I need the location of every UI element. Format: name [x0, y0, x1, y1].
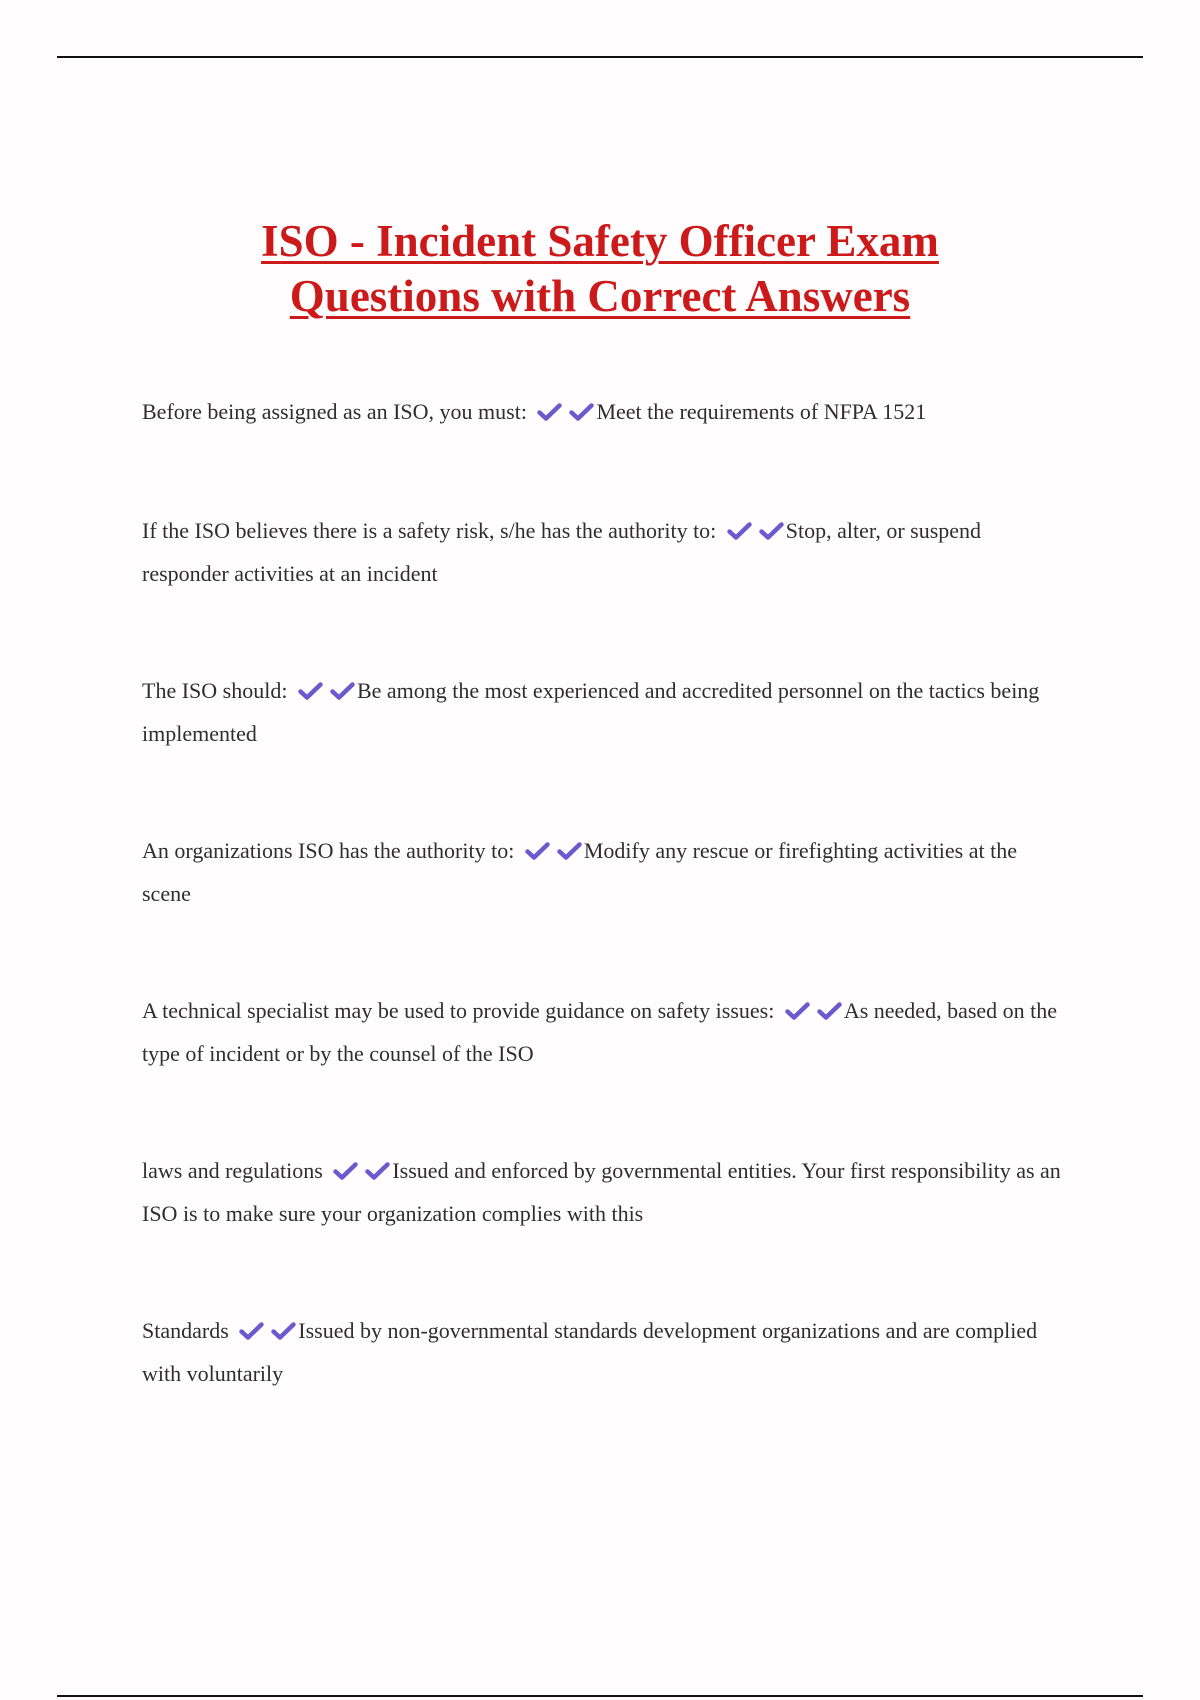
answer-text: Issued and enforced by governmental entities. Your first responsibility as an ISO is to make sure your organization complies with this [142, 1158, 1061, 1226]
check-icon [569, 403, 594, 421]
check-icon [525, 842, 550, 860]
document-title [0, 214, 1200, 324]
question-text: An organizations ISO has the authority to: [142, 838, 515, 863]
check-icon [537, 403, 562, 421]
question-text: A technical specialist may be used to provide guidance on safety issues: [142, 998, 775, 1023]
question-text: Before being assigned as an ISO, you must: [142, 399, 527, 424]
answer-text: Issued by non-governmental standards development organizations and are complied with voluntarily [142, 1318, 1038, 1386]
question-text: laws and regulations [142, 1158, 323, 1183]
check-icon [271, 1322, 296, 1340]
check-icon [785, 1002, 810, 1020]
title-line-1: ISO - Incident Safety Officer Exam [261, 216, 939, 266]
check-icon [333, 1162, 358, 1180]
check-icon [298, 682, 323, 700]
question-text: If the ISO believes there is a safety risk, s/he has the authority to: [142, 518, 717, 543]
question-text: Standards [142, 1318, 229, 1343]
answer-text: Meet the requirements of NFPA 1521 [596, 399, 927, 424]
qa-item [142, 1309, 1062, 1395]
top-rule [57, 56, 1143, 58]
check-icon [727, 522, 752, 540]
answer-text: As needed, based on the type of incident or by the counsel of the ISO [142, 998, 1058, 1066]
qa-item [142, 669, 1062, 755]
qa-item [142, 1149, 1062, 1235]
answer-text: Modify any rescue or firefighting activities at the scene [142, 838, 1017, 906]
question-text: The ISO should: [142, 678, 288, 703]
check-icon [759, 522, 784, 540]
check-icon [239, 1322, 264, 1340]
title-line-2: Questions with Correct Answers [289, 271, 911, 321]
answer-text: Be among the most experienced and accredited personnel on the tactics being implemented [142, 678, 1040, 746]
check-icon [330, 682, 355, 700]
check-icon [817, 1002, 842, 1020]
qa-item [142, 989, 1062, 1075]
check-icon [557, 842, 582, 860]
qa-item [142, 829, 1062, 915]
bottom-rule [57, 1695, 1143, 1697]
check-icon [365, 1162, 390, 1180]
qa-item [142, 509, 1062, 595]
qa-item [142, 390, 1062, 433]
answer-text: Stop, alter, or suspend responder activities at an incident [142, 518, 982, 586]
